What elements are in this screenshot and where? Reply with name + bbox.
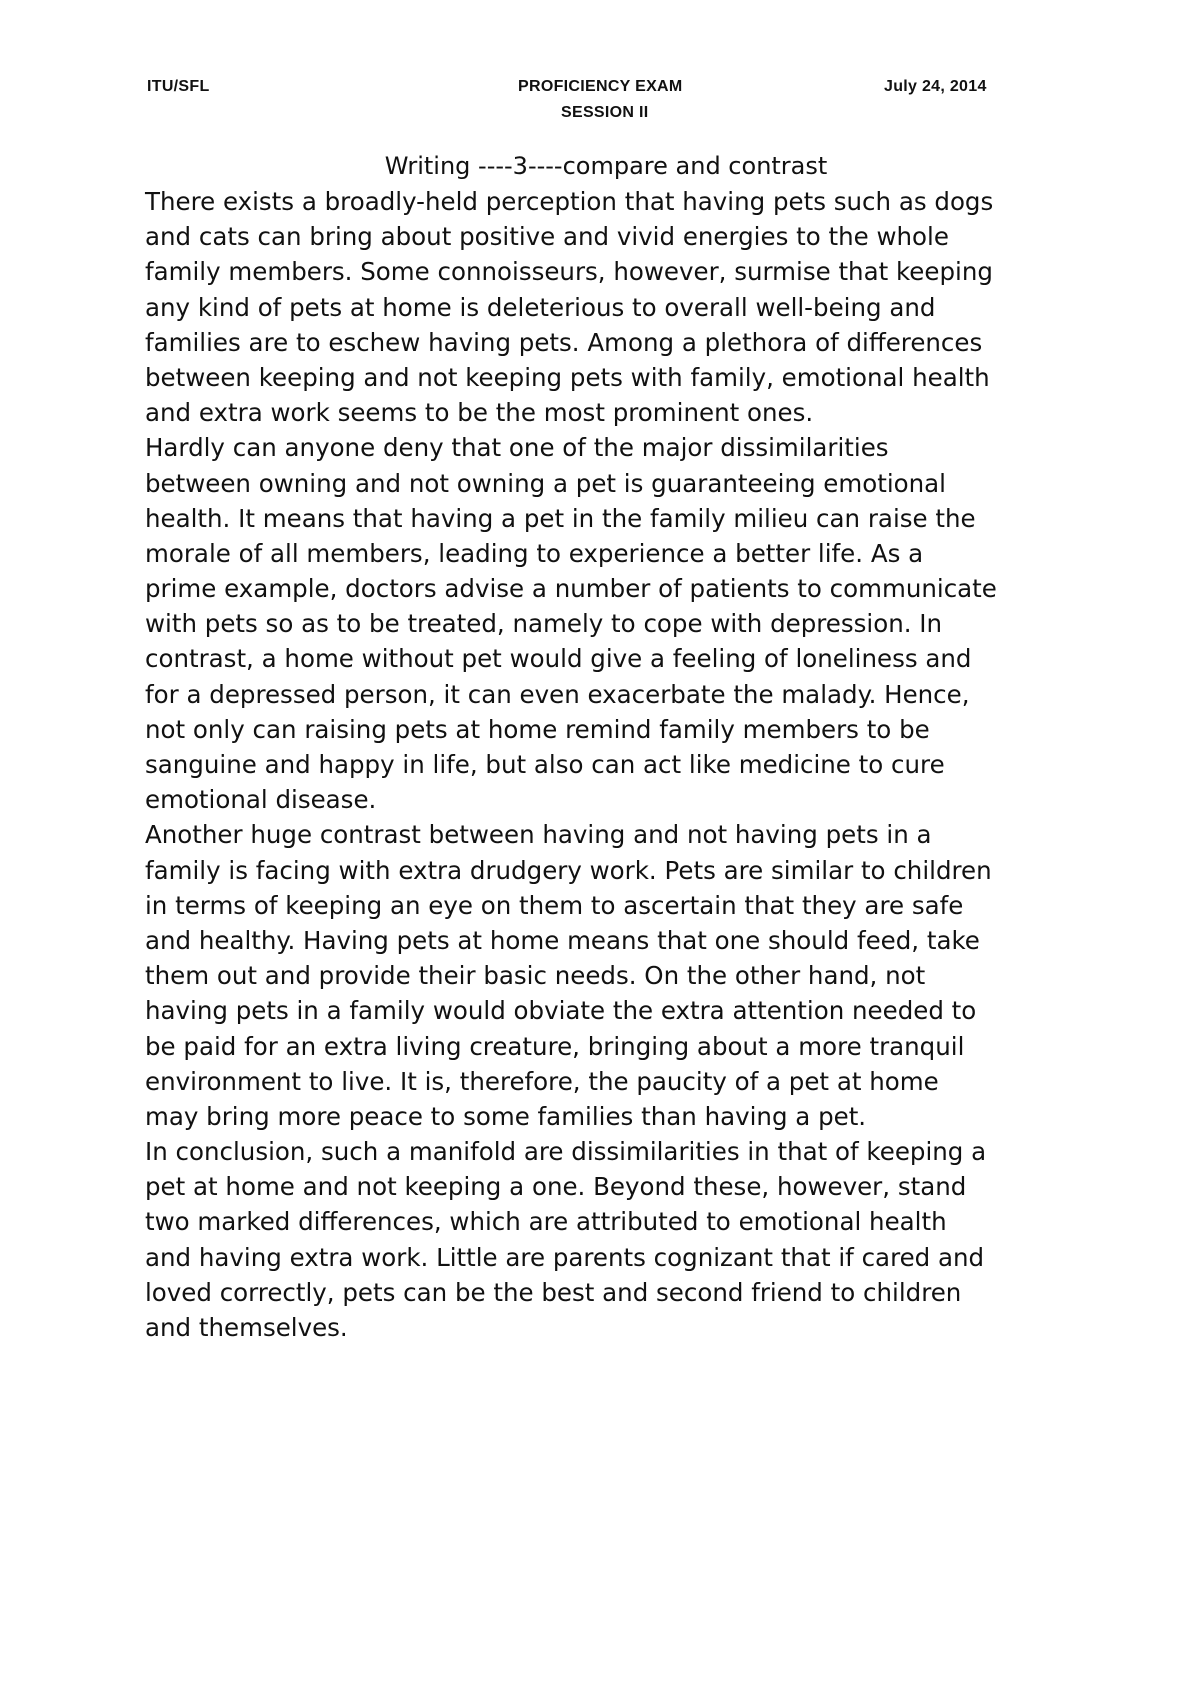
essay-line: There exists a broadly-held perception that having pets such as dogs [145,187,994,216]
essay-line: prime example, doctors advise a number of patients to communicate [145,574,997,604]
essay-line: and healthy. Having pets at home means that one should feed, take [145,925,980,955]
essay-line: be paid for an extra living creature, bringing about a more tranquil [145,1031,965,1061]
essay-line: between owning and not owning a pet is guaranteeing emotional [145,468,946,498]
document-title: Writing ----3----compare and contrast [384,152,828,180]
essay-line: them out and provide their basic needs. On the other hand, not [145,961,926,991]
essay-line: and having extra work. Little are parents cognizant that if cared and [145,1242,985,1272]
essay-line: with pets so as to be treated, namely to cope with depression. In [145,609,943,639]
essay-line: loved correctly, pets can be the best and second friend to children [145,1277,962,1307]
header-exam-title: PROFICIENCY EXAM [518,78,683,95]
essay-line: In conclusion, such a manifold are dissimilarities in that of keeping a [145,1137,987,1167]
essay-body [145,184,1145,1345]
essay-line: pet at home and not keeping a one. Beyond these, however, stand [145,1172,967,1202]
essay-line: health. It means that having a pet in the family milieu can raise the [145,503,976,533]
essay-line: sanguine and happy in life, but also can act like medicine to cure [145,750,945,779]
essay-line: between keeping and not keeping pets with family, emotional health [145,362,990,392]
header-session: SESSION II [561,104,649,121]
header-institution: ITU/SFL [147,78,210,95]
essay-line: Hardly can anyone deny that one of the major dissimilarities [145,433,889,463]
essay-line: contrast, a home without pet would give a feeling of loneliness and [145,644,972,674]
essay-line: emotional disease. [145,785,377,815]
header-date: July 24, 2014 [884,78,987,95]
essay-line: families are to eschew having pets. Among a plethora of differences [145,327,983,357]
essay-line: environment to live. It is, therefore, the paucity of a pet at home [145,1066,939,1096]
essay-line: and extra work seems to be the most prominent ones. [145,398,814,428]
essay-line: not only can raising pets at home remind family members to be [145,714,930,744]
essay-line: in terms of keeping an eye on them to ascertain that they are safe [145,890,964,920]
essay-line: any kind of pets at home is deleterious to overall well-being and [145,292,936,322]
essay-line: and themselves. [145,1313,348,1342]
essay-line: family members. Some connoisseurs, however, surmise that keeping [145,257,993,287]
essay-line: may bring more peace to some families than having a pet. [145,1101,867,1131]
essay-line: Another huge contrast between having and not having pets in a [145,820,932,850]
essay-line: two marked differences, which are attributed to emotional health [145,1207,947,1237]
essay-line: morale of all members, leading to experience a better life. As a [145,538,924,568]
essay-line: family is facing with extra drudgery work. Pets are similar to children [145,855,992,885]
essay-line: and cats can bring about positive and vivid energies to the whole [145,222,949,252]
essay-line: having pets in a family would obviate the extra attention needed to [145,996,977,1026]
essay-line: for a depressed person, it can even exacerbate the malady. Hence, [145,679,970,709]
